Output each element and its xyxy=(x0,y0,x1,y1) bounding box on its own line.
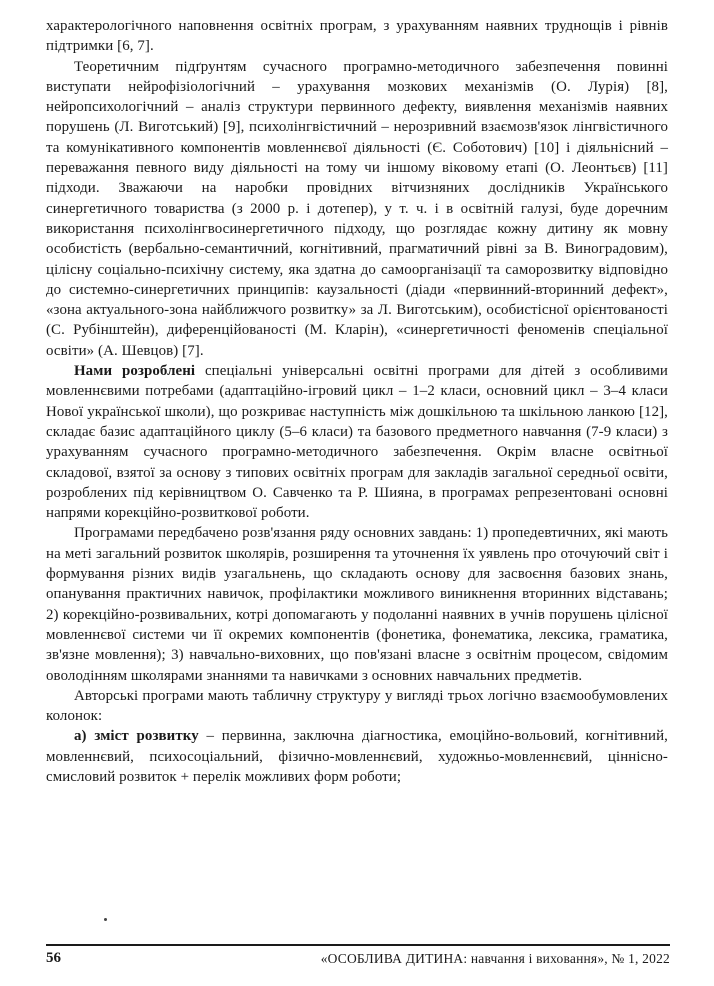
paragraph-program-tasks xyxy=(46,523,668,685)
paragraph-text: Програмами передбачено розв'язання ряду основних завдань: 1) пропедевтичних, які мають на меті загальний розвиток школярів, розширення та уточнення їх уявлень про оточуючий світ і формування різних видів узагальнень, що складають основу для засвоєння базових знань, опанування практичних навичок, профілактики можливого виникнення вторинних відставань; 2) корекційно-розвивальних, котрі допомагають у подоланні наявних в учнів порушень цілісної мовленнєвої системи чи її окремих компонентів (фонетика, фонематика, лексика, граматика, зв'язне мовлення); 3) навчально-виховних, що пов'язані власне з освітнім процесом, свідомим оволодінням школярами знаннями та навичками з основних навчальних предметів. xyxy=(46,525,668,684)
paragraph-text: Авторські програми мають табличну структуру у вигляді трьох логічно взаємообумовлених колонок: xyxy=(46,687,668,725)
list-item-a xyxy=(46,726,668,787)
paragraph-lead: Нами розроблені xyxy=(74,363,196,380)
page-number: 56 xyxy=(46,950,61,966)
paragraph-lead: а) зміст розвитку xyxy=(74,728,199,745)
paragraph-text: – первинна, заключна діагностика, емоційно-вольовий, когнітивний, мовленнєвий, психосоціальний, фізично-мовленнєвий, художньо-мовленнєвий, ціннісно-смисловий розвиток + перелік можливих форм роботи; xyxy=(46,728,668,785)
body-text xyxy=(46,16,668,787)
paragraph-programs-developed xyxy=(46,361,668,523)
paragraph-continuation xyxy=(46,16,668,57)
paragraph-theoretical-basis xyxy=(46,57,668,361)
paragraph-text: спеціальні універсальні освітні програми для дітей з особливими мовленнєвими потребами (адаптаційно-ігровий цикл – 1–2 класи, основний цикл – 3–4 класи Нової української школи), що розкриває наступність між дошкільною та шкільною ланкою [12], складає базис адаптаційного циклу (5–6 класи) та базового предметного навчання (7-9 класи) з урахуванням сучасного програмно-методичного забезпечення. Окрім власне освітньої складової, взятої за основу з типових освітніх програм для закладів загальної середньої освіти, розроблених під керівництвом О. Савченко та Р. Шияна, в програмах репрезентовані основні напрями корекційно-розвиткової роботи. xyxy=(46,363,668,522)
paragraph-text: Теоретичним підґрунтям сучасного програмно-методичного забезпечення повинні виступати нейрофізіологічний – урахування мозкових механізмів (О. Лурія) [8], нейропсихологічний – аналіз структури первинного дефекту, виявлення механізмів наявних порушень (Л. Виготський) [9], психолінгвістичний – нерозривний взаємозв'язок лінгвістичного та комунікативного компонентів мовленнєвої діяльності (Є. Соботович) [10] і діяльнісний – переважання певного виду діяльності на тому чи іншому віковому етапі (О. Леонтьєв) [11] підходи. Зважаючи на наробки провідних вітчизняних дослідників Українського синергетичного товариства (з 2000 р. і дотепер), у т. ч. і в освітній галузі, буде доречним використання психолінгвосинергетичного підходу, що розглядає кожну дитину як мовну особистість (вербально-семантичний, когнітивний, прагматичний рівні за В. Виноградовим), цілісну соціально-психічну систему, яка здатна до самоорганізації та саморозвитку відповідно до системно-синергетичних принципів: каузальності (діади «первинний-вторинний дефект», «зона актуального-зона найближчого розвитку» за Л. Виготським), особистісної орієнтованості (С. Рубінштейн), диференційованості (М. Кларін), «синергетичності феноменів спеціальної освіти» (А. Шевцов) [7]. xyxy=(46,58,668,359)
scan-speck xyxy=(104,918,107,921)
journal-title xyxy=(321,951,670,967)
paragraph-text: характерологічного наповнення освітніх програм, з урахуванням наявних труднощів і рівнів підтримки [6, 7]. xyxy=(46,18,668,55)
paragraph-table-structure xyxy=(46,686,668,727)
footer-divider xyxy=(46,944,670,946)
journal-name: «ОСОБЛИВА ДИТИНА: навчання і виховання», № 1, 2022 xyxy=(320,951,670,966)
